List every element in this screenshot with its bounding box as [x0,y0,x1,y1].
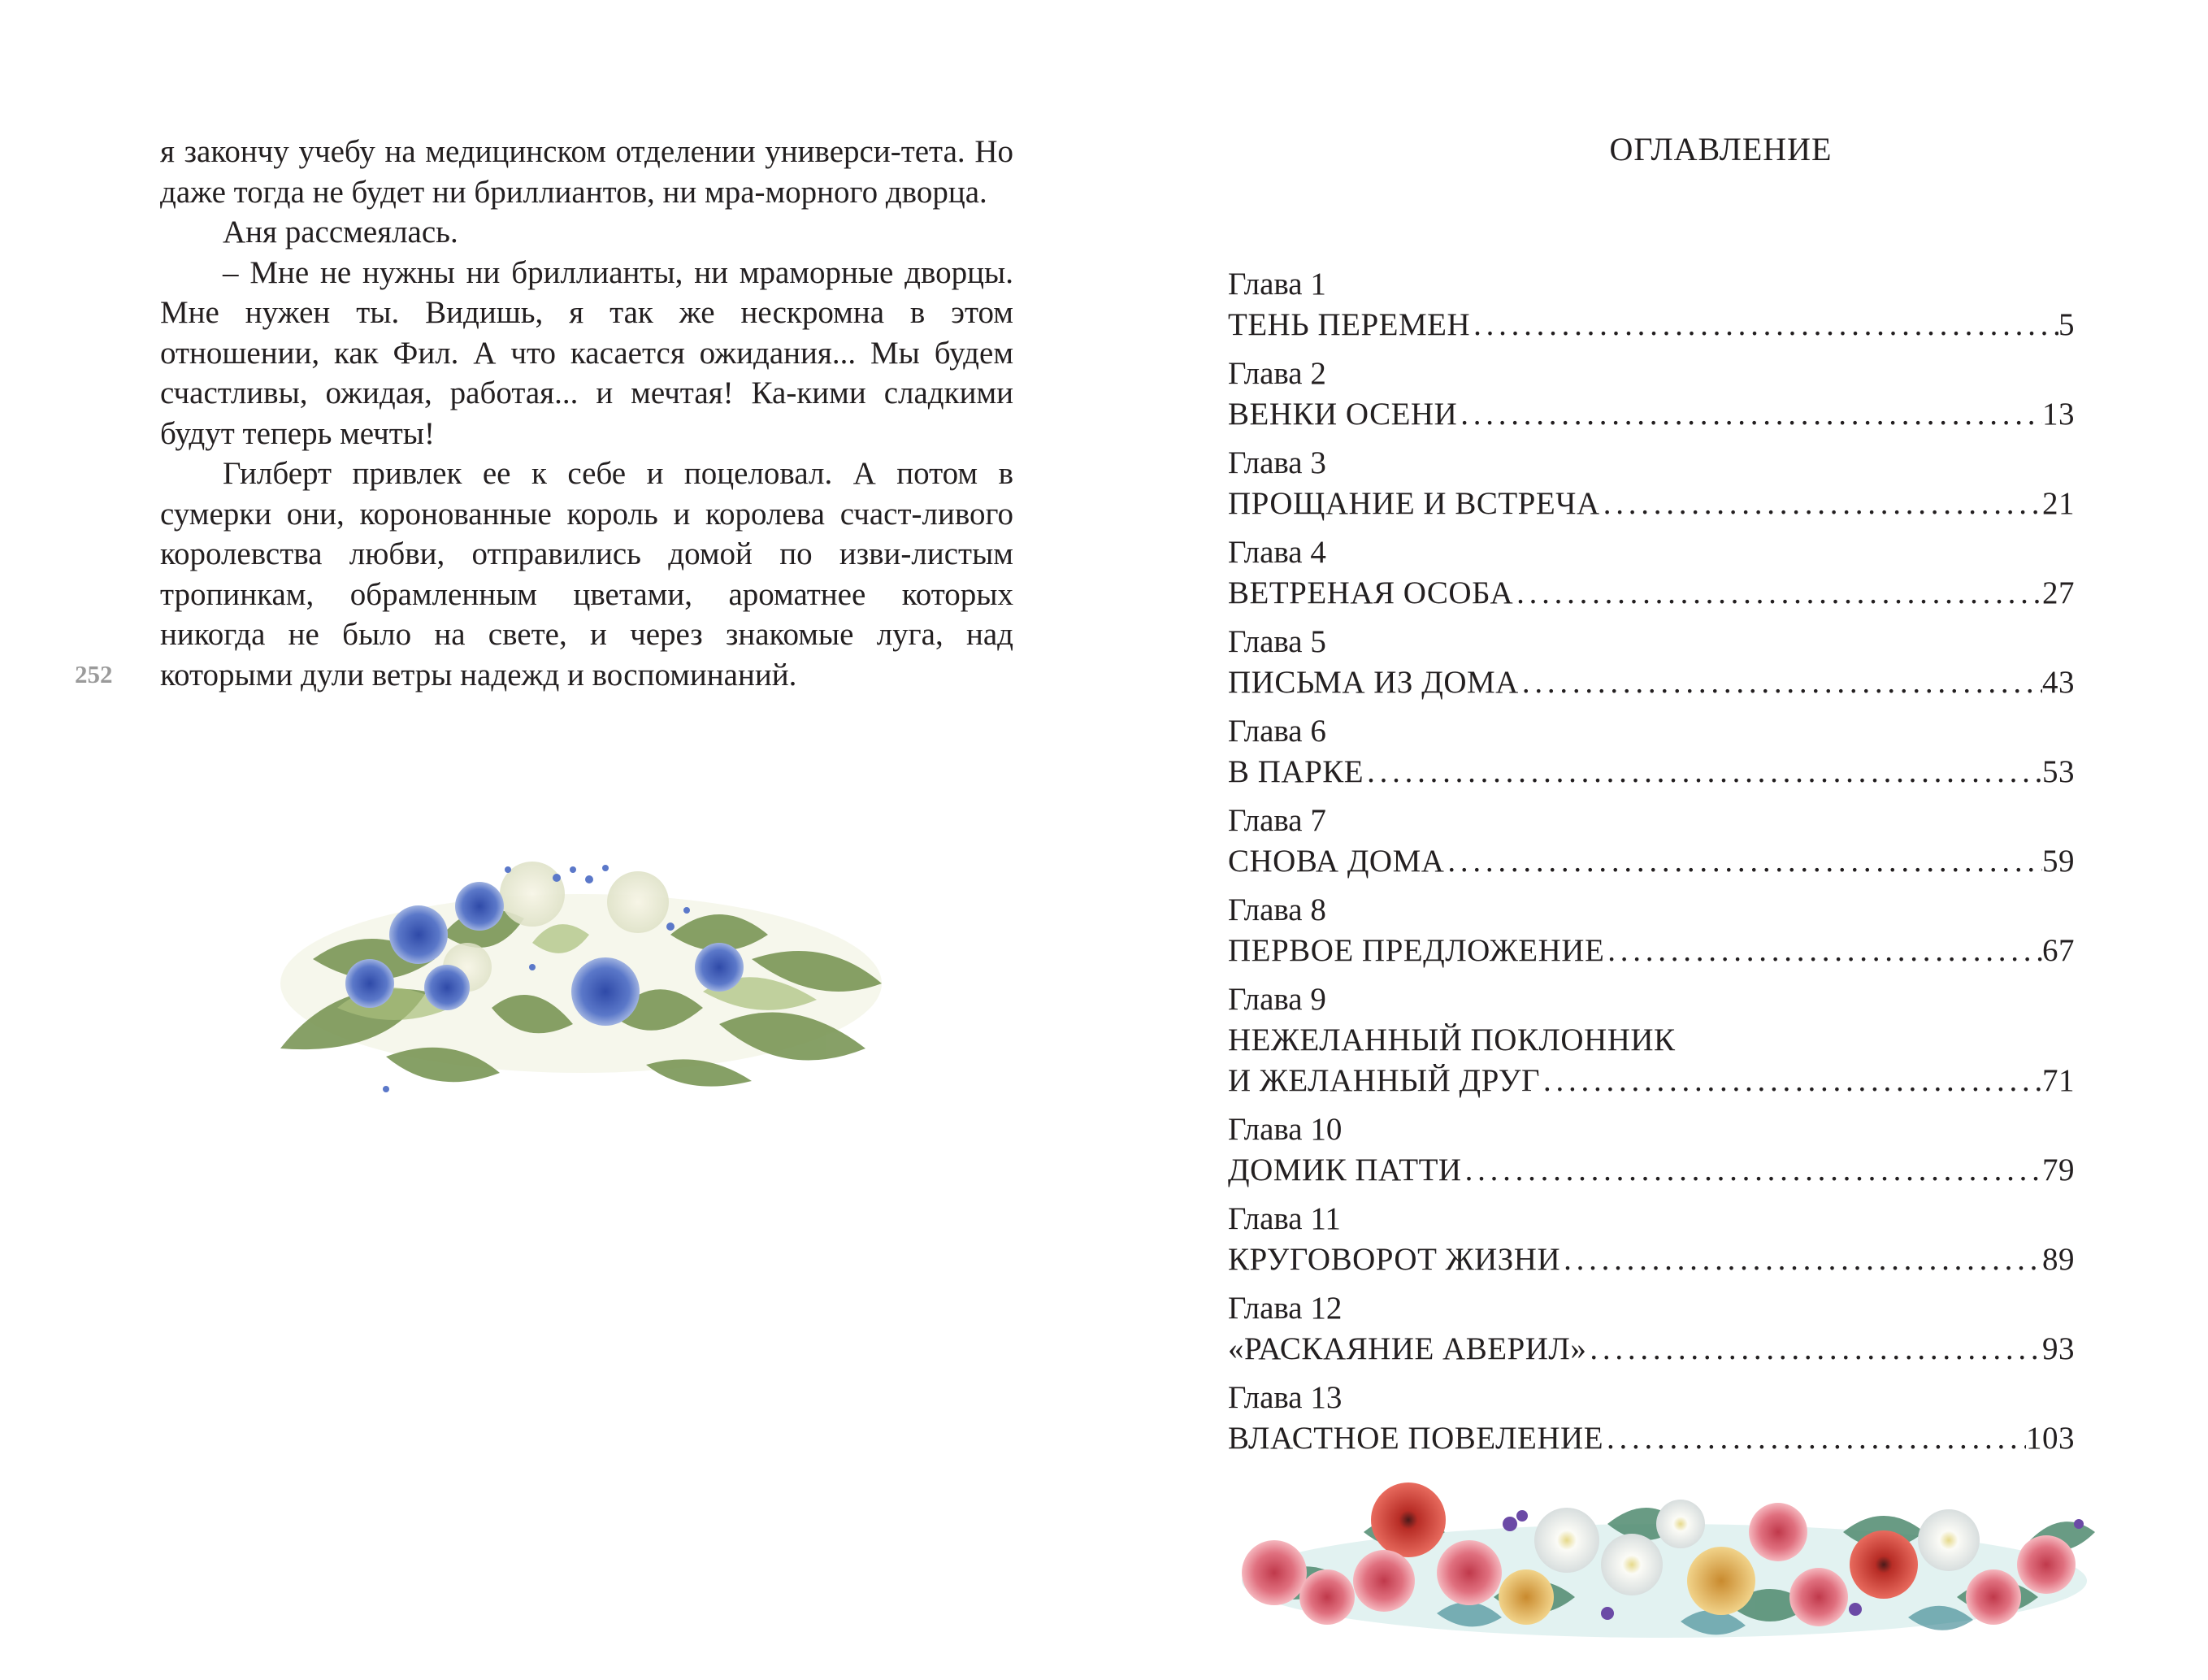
page-number: 252 [75,660,113,688]
toc-page-number: 13 [2042,397,2075,432]
toc-chapter-label: Глава 1 [1228,267,1326,302]
toc-page-number: 89 [2042,1242,2075,1277]
toc-line [1228,931,2075,971]
paragraph: Аня рассмеялась. [223,215,458,250]
toc-chapter-label: Глава 13 [1228,1380,1343,1415]
toc-page-number: 103 [2026,1421,2075,1456]
toc-chapter-title: ВЛАСТНОЕ ПОВЕЛЕНИЕ [1228,1421,1604,1456]
toc-chapter-title: ТЕНЬ ПЕРЕМЕН [1228,307,1471,342]
toc-entry[interactable] [1228,354,2075,435]
toc-chapter-label: Глава 9 [1228,982,1326,1017]
dot-leader [1519,662,2042,703]
dot-leader [1513,573,2042,614]
toc-line [1228,662,2075,703]
toc-chapter-label: Глава 2 [1228,356,1326,391]
toc-chapter-label: Глава 8 [1228,892,1326,927]
dot-leader [1604,931,2042,971]
toc-line [1228,573,2075,614]
floral-border-illustration [1225,1475,2103,1654]
dot-leader [1540,1061,2042,1101]
toc-entry[interactable] [1228,1378,2075,1459]
toc-chapter-title: СНОВА ДОМА [1228,844,1445,879]
toc-chapter-label: Глава 10 [1228,1112,1343,1147]
toc-page-number: 5 [2058,307,2075,342]
toc-chapter-title: ПРОЩАНИЕ И ВСТРЕЧА [1228,486,1600,521]
paragraph: я закончу учебу на медицинском отделении универси-тета. Но даже тогда не будет ни бриллиантов, ни мра-морного дворца. [160,134,1013,210]
toc-page-number: 21 [2042,486,2075,521]
toc-line [1228,484,2075,524]
toc-chapter-title: ПЕРВОЕ ПРЕДЛОЖЕНИЕ [1228,933,1605,968]
dot-leader [1470,305,2058,345]
blue-flower-wreath-illustration [264,845,898,1113]
toc-entry[interactable] [1228,890,2075,971]
toc-entry[interactable] [1228,711,2075,792]
toc-page-number: 71 [2042,1063,2075,1098]
table-of-contents [1228,264,2075,1467]
toc-chapter-title: КРУГОВОРОТ ЖИЗНИ [1228,1242,1561,1277]
toc-chapter-title: ПИСЬМА ИЗ ДОМА [1228,665,1519,700]
toc-line [1228,841,2075,882]
toc-page-number: 43 [2042,665,2075,700]
toc-entry[interactable] [1228,532,2075,614]
toc-entry[interactable] [1228,622,2075,703]
right-page [1104,0,2208,1680]
toc-entry[interactable] [1228,1109,2075,1191]
dot-leader [1457,394,2042,435]
dot-leader [1560,1239,2042,1280]
toc-line [1228,1329,2075,1370]
toc-entry[interactable] [1228,443,2075,524]
toc-page-number: 59 [2042,844,2075,879]
toc-chapter-title: ВЕТРЕНАЯ ОСОБА [1228,575,1514,610]
dot-leader [1586,1329,2042,1370]
dot-leader [1364,752,2042,792]
toc-page-number: 67 [2042,933,2075,968]
toc-entry[interactable] [1228,801,2075,882]
paragraph: – Мне не нужны ни бриллианты, ни мраморные дворцы. Мне нужен ты. Видишь, я так же нескромна в этом отношении, как Фил. А что касается ожидания... Мы будем счастливы, ожидая, работая... и мечтая! Ка-кими сладкими будут теперь мечты! [160,254,1013,451]
toc-chapter-label: Глава 6 [1228,714,1326,749]
body-text [160,132,1013,695]
toc-line [1228,394,2075,435]
toc-line [1228,305,2075,345]
toc-line [1228,1418,2075,1459]
toc-page-number: 53 [2042,754,2075,789]
toc-chapter-title-line1: НЕЖЕЛАННЫЙ ПОКЛОННИК [1228,1022,1676,1057]
toc-line [1228,1239,2075,1280]
toc-entry[interactable] [1228,1288,2075,1370]
dot-leader [1603,1418,2026,1459]
toc-chapter-label: Глава 3 [1228,445,1326,480]
toc-page-number: 79 [2042,1153,2075,1187]
toc-chapter-title: «РАСКАЯНИЕ АВЕРИЛ» [1228,1331,1587,1366]
toc-page-number: 93 [2042,1331,2075,1366]
toc-line [1228,1150,2075,1191]
toc-line [1228,752,2075,792]
toc-chapter-label: Глава 5 [1228,624,1326,659]
paragraph: Гилберт привлек ее к себе и поцеловал. А потом в сумерки они, коронованные король и королева счаст-ливого королевства любви, отправились домой по изви-листым тропинкам, обрамленным цветами, ароматнее которых никогда не было на свете, и через знакомые луга, над которыми дули ветры надежд и воспоминаний. [160,456,1013,692]
toc-page-number: 27 [2042,575,2075,610]
toc-chapter-label: Глава 12 [1228,1291,1343,1326]
toc-chapter-label: Глава 7 [1228,803,1326,838]
toc-title: ОГЛАВЛЕНИЕ [1609,131,1833,167]
toc-chapter-title: ВЕНКИ ОСЕНИ [1228,397,1458,432]
dot-leader [1444,841,2042,882]
toc-line [1228,1061,2075,1101]
toc-chapter-label: Глава 4 [1228,535,1326,570]
dot-leader [1462,1150,2042,1191]
toc-entry[interactable] [1228,1199,2075,1280]
dot-leader [1600,484,2042,524]
toc-entry[interactable] [1228,979,2075,1101]
toc-chapter-label: Глава 11 [1228,1201,1341,1236]
toc-chapter-title: И ЖЕЛАННЫЙ ДРУГ [1228,1063,1541,1098]
toc-chapter-title: В ПАРКЕ [1228,754,1364,789]
toc-chapter-title: ДОМИК ПАТТИ [1228,1153,1462,1187]
toc-entry[interactable] [1228,264,2075,345]
